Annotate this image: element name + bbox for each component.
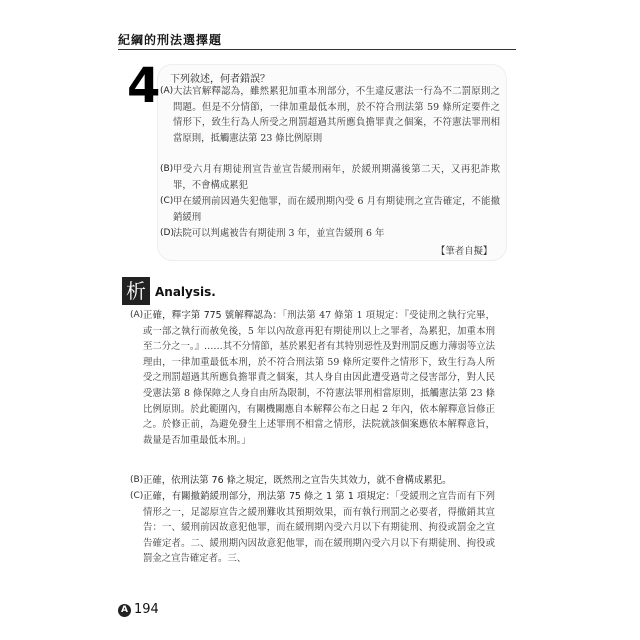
answer-b-label: (B) xyxy=(130,475,144,485)
answer-b-body xyxy=(143,473,495,489)
answer-a-label: (A) xyxy=(130,310,144,320)
analysis-heading: Analysis. xyxy=(155,285,216,299)
option-a-text: 大法官解釋認為，雖然累犯加重本刑部分，不生違反憲法一行為不二罰原則之問題。但是不分情節，一律加重最低本刑，於不符合刑法第 59 條所定要件之情形下，致生行為人所受之刑罰超過其所應負擔罪責之個案，不符憲法罪刑相當原則，抵觸憲法第 23 條比例原則 xyxy=(173,86,500,144)
option-c-text: 甲在緩刑前因過失犯他罪，而在緩刑期內受 6 月有期徒刑之宣告確定，不能撤銷緩刑 xyxy=(173,196,500,223)
answer-a-lead: 正確，釋字第 775 號解釋認為： xyxy=(143,310,283,321)
answer-b xyxy=(130,473,495,489)
option-d-label: (D) xyxy=(160,228,174,238)
answer-c-text: 「受緩刑之宣告而有下列情形之一，足認原宣告之緩刑難收其預期效果，而有執行刑罰之必要者，得撤銷其宣告：一、緩刑前因故意犯他罪，而在緩刑期內受六月以下有期徒刑、拘役或罰金之宣告確定者。二、緩刑期內因故意犯他罪，而在緩刑期內受六月以下有期徒刑、拘役或罰金之宣告確定者。三、 xyxy=(143,491,495,565)
option-a-label: (A) xyxy=(160,86,174,96)
option-d xyxy=(160,226,500,242)
answer-c-body xyxy=(143,489,495,567)
answer-b-lead: 正確，依刑法第 76 條之規定，既然刑之宣告失其效力，就不會構成累犯。 xyxy=(143,475,452,486)
answer-a xyxy=(130,308,495,448)
question-stem: 下列敘述，何者錯誤？ xyxy=(170,74,270,85)
option-b xyxy=(160,162,500,193)
option-b-label: (B) xyxy=(160,164,174,174)
answer-a-text: 「刑法第 47 條第 1 項規定：『受徒刑之執行完畢，或一部之執行而赦免後，5 年以內故意再犯有期徒刑以上之罪者，為累犯，加重本刑至二分之一。』……其不分情節，基於累犯者有其特別惡性及對刑罰反應力薄弱等立法理由，一律加重最低本刑，於不符合刑法第 59 條所定要件之情形下，致生行為人所受之刑罰超過其所應負擔罪責之個案，其人身自由因此遭受過苛之侵害部分，對人民受憲法第 8 條保障之人身自由所為限制，不符憲法罪刑相當原則，抵觸憲法第 23 條比例原則。於此範圍內，有關機關應自本解釋公布之日起 2 年內，依本解釋意旨修正之。於修正前，為避免發生上述罪刑不相當之情形，法院就該個案應依本解釋意旨，裁量是否加重最低本刑。」 xyxy=(143,310,495,446)
header-divider xyxy=(118,49,516,50)
option-b-text: 甲受六月有期徒刑宣告並宣告緩刑兩年，於緩刑期滿後第二天，又再犯詐欺罪，不會構成累犯 xyxy=(173,164,500,191)
answer-a-body xyxy=(143,308,495,448)
source-tag: 【筆者自擬】 xyxy=(436,246,493,257)
option-d-text: 法院可以判處被告有期徒刑 3 年，並宣告緩刑 6 年 xyxy=(173,228,385,239)
answer-c-lead: 正確，有關撤銷緩刑部分，刑法第 75 條之 1 第 1 項規定： xyxy=(143,491,396,502)
answer-c xyxy=(130,489,495,567)
question-number: 4 xyxy=(127,58,161,114)
option-c xyxy=(160,194,500,225)
option-c-label: (C) xyxy=(160,196,174,206)
running-header-title: 紀綱的刑法選擇題 xyxy=(118,33,223,47)
option-a xyxy=(160,84,500,146)
answer-c-label: (C) xyxy=(130,491,144,501)
page-number: 194 xyxy=(134,602,159,617)
part-badge: A xyxy=(118,604,131,617)
analysis-icon: 析 xyxy=(122,277,150,305)
